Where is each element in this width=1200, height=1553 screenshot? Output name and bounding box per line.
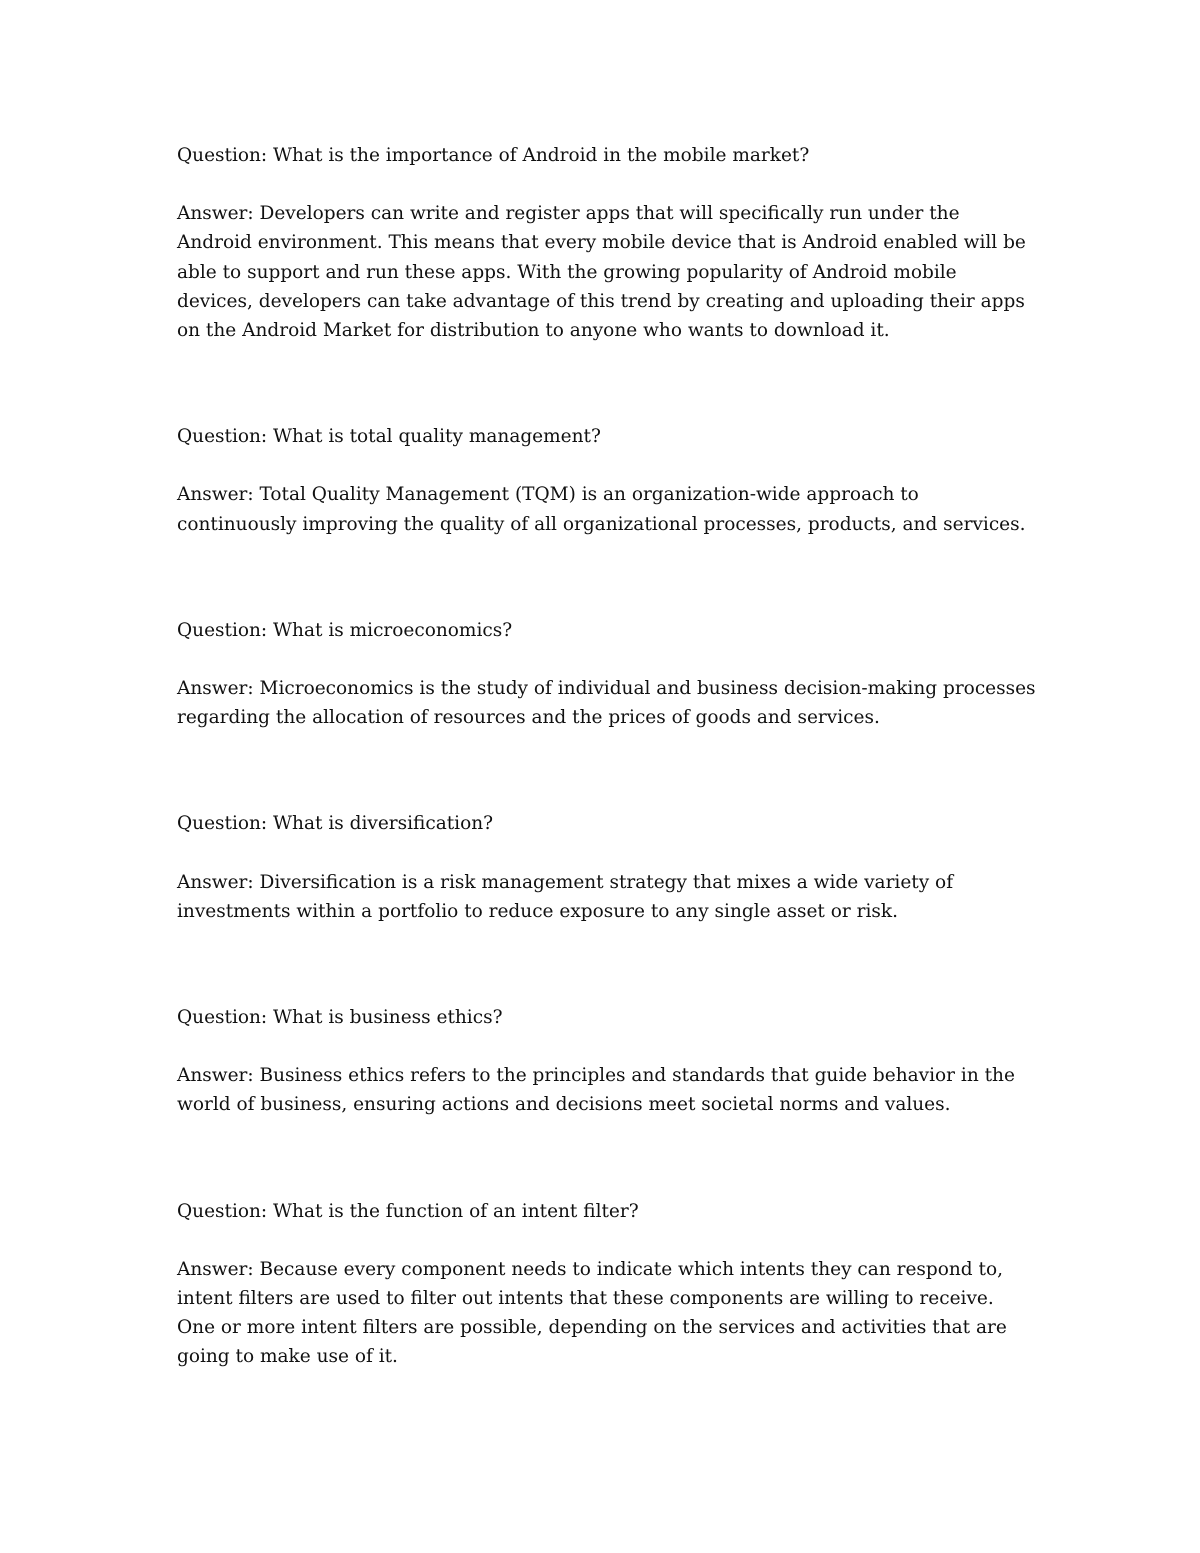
qa-block [177,1197,1037,1372]
question-text: Question: What is microeconomics? [177,619,513,641]
qa-block [177,141,1037,345]
qa-block [177,809,1037,926]
answer-text: Answer: Diversification is a risk management strategy that mixes a wide variety of investments within a portfolio to reduce exposure to any single asset or risk. [177,871,954,922]
qa-block [177,1003,1037,1120]
document-page [177,141,1037,1372]
answer-text: Answer: Because every component needs to indicate which intents they can respond to, intent filters are used to filter out intents that these components are willing to receive. One or more intent filters are possible, depending on the services and activities that are going to make use of it. [177,1258,1007,1368]
qa-block [177,422,1037,539]
qa-block [177,616,1037,733]
question-text: Question: What is diversification? [177,813,494,835]
answer-text: Answer: Total Quality Management (TQM) is an organization-wide approach to continuously improving the quality of all organizational processes, products, and services. [177,484,1026,535]
answer-text: Answer: Microeconomics is the study of individual and business decision-making processes regarding the allocation of resources and the prices of goods and services. [177,678,1036,729]
question-text: Question: What is total quality management? [177,426,601,448]
answer-text: Answer: Business ethics refers to the principles and standards that guide behavior in the world of business, ensuring actions and decisions meet societal norms and values. [177,1065,1015,1116]
answer-text: Answer: Developers can write and register apps that will specifically run under the Android environment. This means that every mobile device that is Android enabled will be able to support and run these apps. With the growing popularity of Android mobile devices, developers can take advantage of this trend by creating and uploading their apps on the Android Market for distribution to anyone who wants to download it. [177,203,1026,342]
question-text: Question: What is business ethics? [177,1007,503,1029]
question-text: Question: What is the importance of Android in the mobile market? [177,145,810,166]
question-text: Question: What is the function of an intent filter? [177,1200,639,1222]
